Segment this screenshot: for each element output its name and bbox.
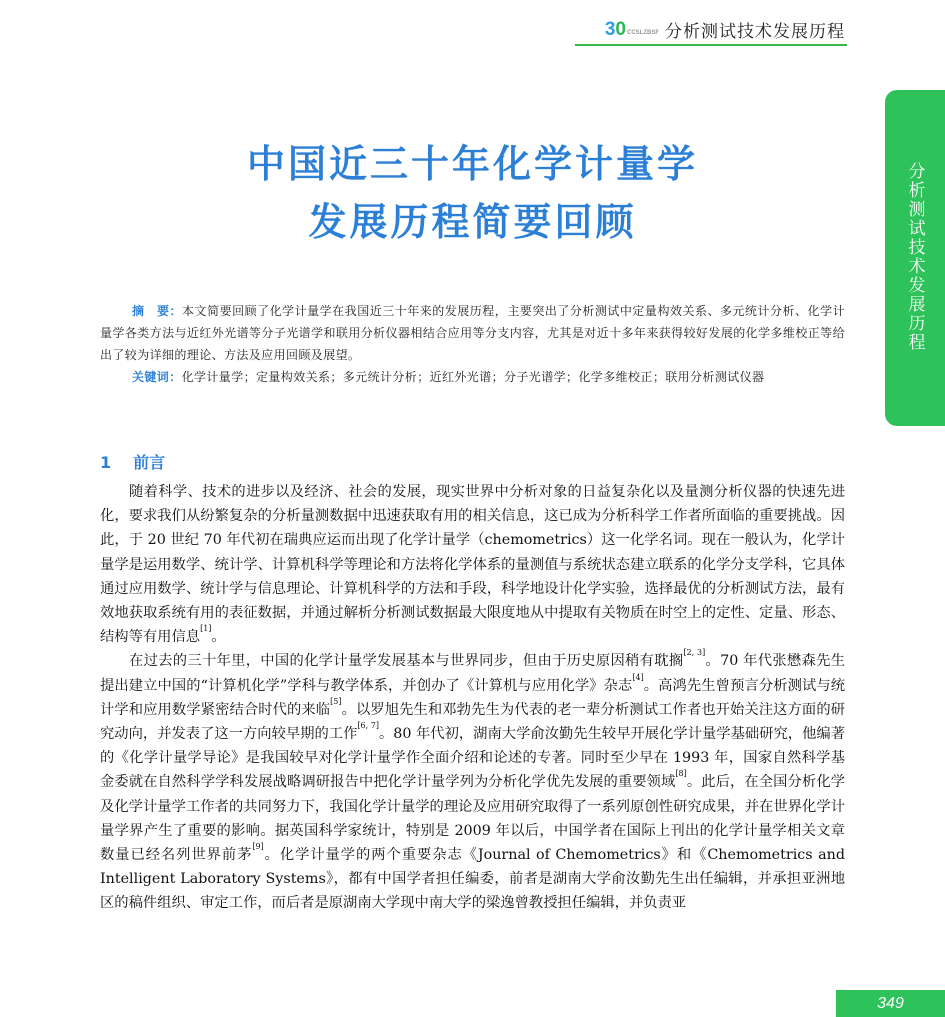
text-run: 。 <box>211 629 226 646</box>
citation-ref: [4] <box>632 672 644 682</box>
header-title: 分析测试技术发展历程 <box>665 21 845 42</box>
section-number: 1 <box>100 453 112 472</box>
text-run: 。此后，在全国分析化学及化学计量学工作者的共同努力下，我国化学计量学的理论及应用研究取得了一系列原创性研究成果，并在世界化学计量学界产生了重要的影响。据英国科学家统计，特别是 2009 年以后，中国学者在国际上刊出的化学计量学相关文章数量已经名列世界前茅 <box>100 774 846 864</box>
text-run: 。化学计量学的两个重要杂志《Journal of Chemometrics》和《Chemometrics and Intelligent Laboratory Systems》，都有中国学者担任编委，前者是湖南大学俞汝勤先生出任编辑，并承担亚洲地区的稿件组织、审定工作，而后者是原湖南大学现中南大学的梁逸曾教授担任编辑，并负责亚 <box>100 847 846 912</box>
section-heading <box>100 450 165 473</box>
citation-ref: [5] <box>330 696 342 706</box>
anniversary-logo <box>605 20 659 39</box>
text-run: 。70 年代张懋森先生提出建立中国的“计算机化学”学科与教学体系，并创办了《计算机与应用化学》杂志 <box>100 653 846 694</box>
abstract-label: 摘 要： <box>132 304 183 318</box>
citation-ref: [6, 7] <box>357 721 379 731</box>
running-header <box>605 14 845 44</box>
body-text <box>100 480 845 916</box>
abstract-text: 本文简要回顾了化学计量学在我国近三十年来的发展历程，主要突出了分析测试中定量构效关系、多元统计分析、化学计量学各类方法与近红外光谱等分子光谱学和联用分析仪器相结合应用等分支内容，尤其是对近十多年来获得较好发展的化学多维校正等给出了较为详细的理论、方法及应用回顾及展望。 <box>100 304 845 362</box>
title-line-2: 发展历程简要回顾 <box>308 199 637 244</box>
article-title <box>0 135 945 251</box>
logo-subtext: CCSLZBSF <box>627 30 659 36</box>
section-title: 前言 <box>133 453 166 472</box>
text-run: 在过去的三十年里，中国的化学计量学发展基本与世界同步，但由于历史原因稍有耽搁 <box>129 653 684 670</box>
logo-numeral-three: 3 <box>604 18 616 40</box>
text-run: 。以罗旭先生和邓勃先生为代表的老一辈分析测试工作者也开始关注这方面的研究动向，并发表了这一方向较早期的工作 <box>100 701 846 743</box>
citation-ref: [9] <box>252 842 264 852</box>
abstract-block <box>100 300 845 388</box>
header-divider <box>575 44 847 46</box>
logo-numeral-zero: 0 <box>615 18 626 40</box>
keywords-label: 关键词： <box>132 370 182 384</box>
citation-ref: [2, 3] <box>683 648 706 658</box>
paragraph-2 <box>100 649 845 915</box>
title-line-1: 中国近三十年化学计量学 <box>246 141 698 186</box>
keywords-paragraph <box>100 366 845 388</box>
citation-ref: [1] <box>200 624 212 634</box>
citation-ref: [8] <box>675 769 687 779</box>
abstract-paragraph <box>100 300 845 366</box>
side-tab-label: 分析测试技术发展历程 <box>904 162 925 352</box>
keywords-text: 化学计量学；定量构效关系；多元统计分析；近红外光谱；分子光谱学；化学多维校正；联用分析测试仪器 <box>181 370 765 384</box>
text-run: 。高鸿先生曾预言分析测试与统计学和应用数学紧密结合时代的来临 <box>100 677 846 718</box>
text-run: 随着科学、技术的进步以及经济、社会的发展，现实世界中分析对象的日益复杂化以及量测分析仪器的快速先进化，要求我们从纷繁复杂的分析量测数据中迅速获取有用的相关信息，这已成为分析科学工作者所面临的重要挑战。因此，于 20 世纪 70 年代初在瑞典应运而出现了化学计量学（chemometrics）这一化学名词。现在一般认为，化学计量学是运用数学、统计学、计算机科学等理论和方法将化学体系的量测值与系统状态建立联系的化学分支学科，它具体通过应用数学、统计学与信息理论、计算机科学的方法和手段，科学地设计化学实验，选择最优的分析测试方法，最有效地获取系统有用的表征数据，并通过解析分析测试数据最大限度地从中提取有关物质在时空上的定性、定量、形态、结构等有用信息 <box>100 484 845 646</box>
page-number: 349 <box>836 990 945 1017</box>
text-run: 。80 年代初，湖南大学俞汝勤先生较早开展化学计量学基础研究，他编著的《化学计量学导论》是我国较早对化学计量学作全面介绍和论述的专著。同时至少早在 1993 年，国家自然科学基金委就在自然科学学科发展战略调研报告中把化学计量学列为分析化学优先发展的重要领域 <box>100 726 846 791</box>
paragraph-1 <box>100 480 845 649</box>
